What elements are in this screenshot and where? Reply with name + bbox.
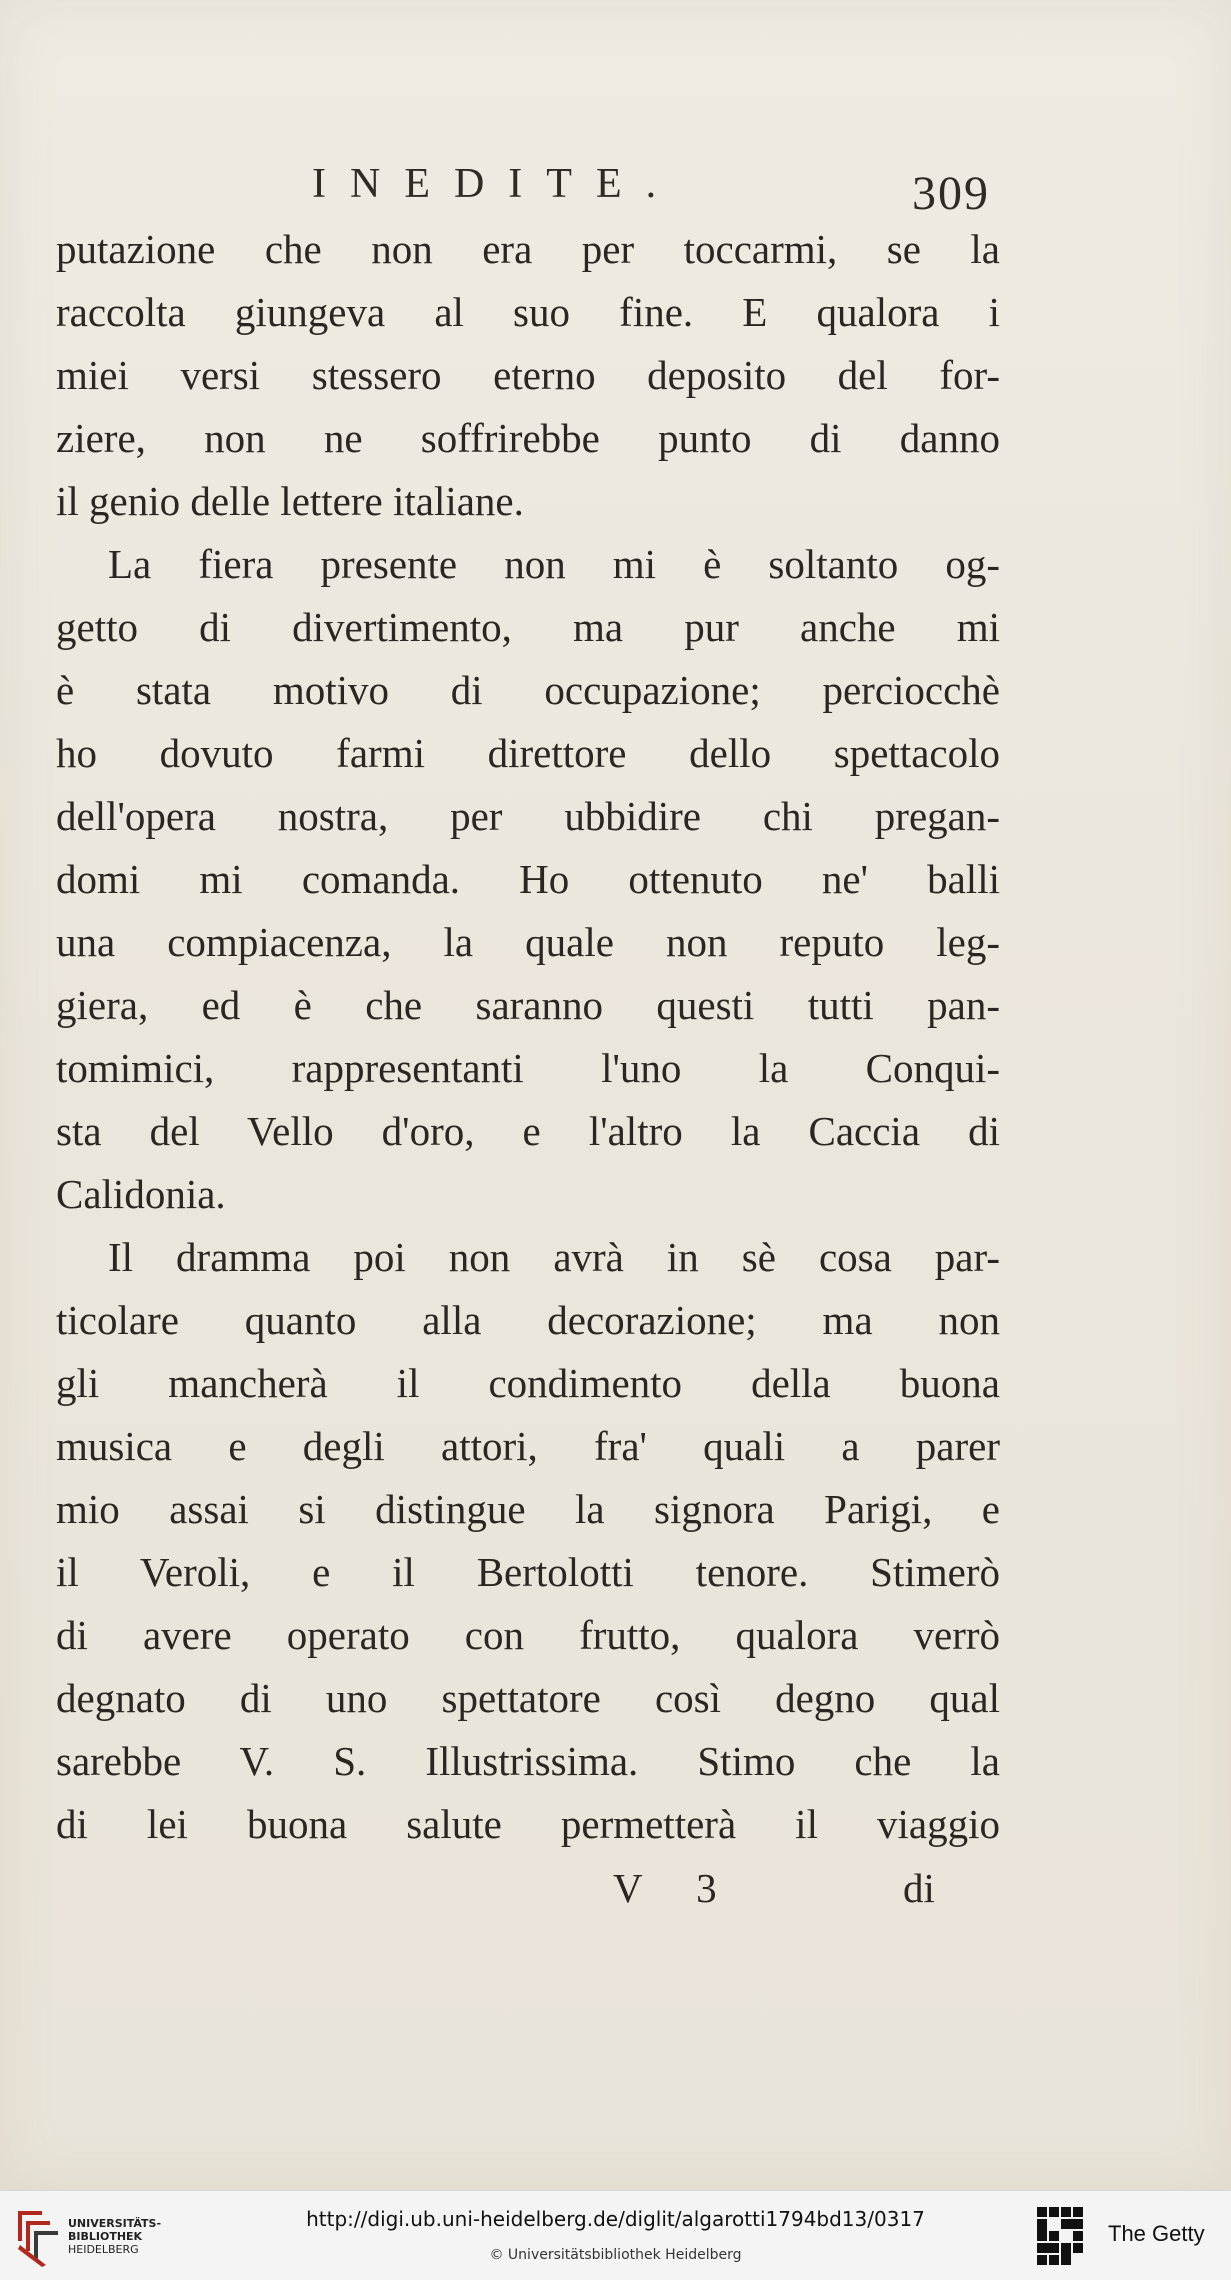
copyright-notice: © Universitätsbibliothek Heidelberg [489,2247,742,2263]
text-line: di lei buona salute permetterà il viaggio [56,1801,1000,1847]
text-line: putazione che non era per toccarmi, se la [56,226,1000,272]
running-head-title: INEDITE. [312,161,681,207]
text-line: getto di divertimento, ma pur anche mi [56,604,1000,650]
text-line: degnato di uno spettatore così degno qual [56,1675,1000,1721]
text-line: di avere operato con frutto, qualora verrò [56,1612,1000,1658]
text-line: raccolta giungeva al suo fine. E qualora i [56,289,1000,335]
text-line: La fiera presente non mi è soltanto og- [108,541,1000,587]
paragraph-1 [56,218,1000,533]
text-line: musica e degli attori, fra' quali a parer [56,1423,1000,1469]
text-line: ho dovuto farmi direttore dello spettacolo [56,730,1000,776]
getty-logo-icon[interactable] [1035,2205,1085,2267]
text-line: una compiacenza, la quale non reputo leg- [56,919,1000,965]
running-head [0,160,1231,220]
text-line: giera, ed è che saranno questi tutti pan- [56,982,1000,1028]
text-line: dell'opera nostra, per ubbidire chi pregan- [56,793,1000,839]
text-line: mio assai si distingue la signora Parigi, e [56,1486,1000,1532]
text-line: il Veroli, e il Bertolotti tenore. Stimerò [56,1549,1000,1595]
text-line: Calidonia. [56,1171,226,1217]
ub-name-line-1: UNIVERSITÄTS- [68,2217,162,2230]
page-number: 309 [912,167,990,220]
signature-mark: V 3 [613,1865,739,1911]
text-line: Il dramma poi non avrà in sè cosa par- [108,1234,1000,1280]
getty-wordmark: The Getty [1108,2221,1205,2246]
text-line: ziere, non ne soffrirebbe punto di danno [56,415,1000,461]
text-line: sta del Vello d'oro, e l'altro la Caccia di [56,1108,1000,1154]
text-line: tomimici, rappresentanti l'uno la Conqui- [56,1045,1000,1091]
viewer-footer [0,2190,1231,2280]
text-line: è stata motivo di occupazione; perciocchè [56,667,1000,713]
text-line: domi mi comanda. Ho ottenuto ne' balli [56,856,1000,902]
catchline [0,1864,1231,1924]
text-line: sarebbe V. S. Illustrissima. Stimo che la [56,1738,1000,1784]
ub-city: HEIDELBERG [68,2243,139,2256]
text-line: gli mancherà il condimento della buona [56,1360,1000,1406]
paragraph-2 [56,533,1000,1226]
paragraph-3 [56,1226,1000,1856]
text-line: il genio delle lettere italiane. [56,478,524,524]
text-line: miei versi stessero eterno deposito del for- [56,352,1000,398]
text-line: ticolare quanto alla decorazione; ma non [56,1297,1000,1343]
body-text [56,218,1000,1856]
ub-name-line-2: BIBLIOTHEK [68,2230,143,2243]
catchword: di [903,1865,935,1911]
permalink-url[interactable]: http://digi.ub.uni-heidelberg.de/diglit/algarotti1794bd13/0317 [306,2207,925,2231]
